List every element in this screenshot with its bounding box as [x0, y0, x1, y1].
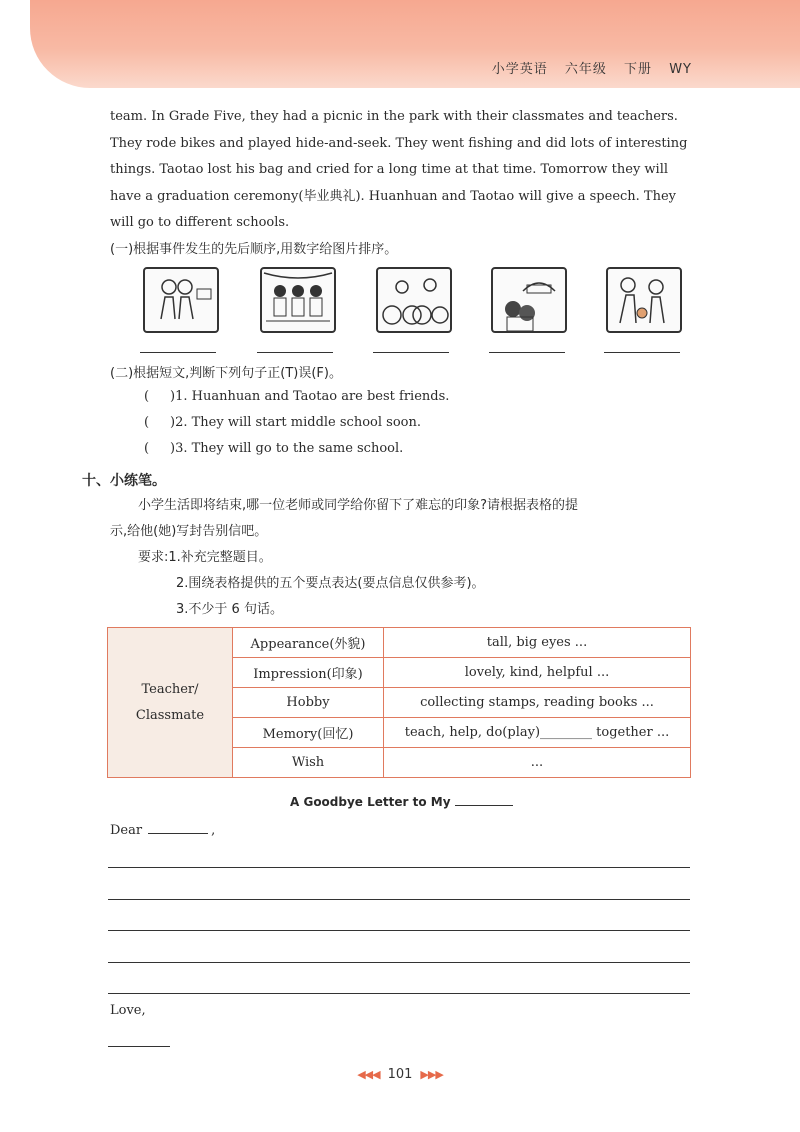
- writing-prompt: 示,给他(她)写封告别信吧。: [110, 524, 268, 539]
- two-boys-outdoor-picture: [143, 267, 219, 333]
- name-blank[interactable]: [148, 821, 208, 834]
- header-subject: 小学英语: [491, 62, 548, 77]
- answer-blank[interactable]: [257, 352, 333, 353]
- signature-blank[interactable]: [108, 1046, 170, 1047]
- section2-title: (二)根据短文,判断下列句子正(T)误(F)。: [110, 366, 342, 381]
- header-info: [480, 58, 692, 77]
- writing-line[interactable]: [108, 867, 690, 868]
- section1-title: (一)根据事件发生的先后顺序,用数字给图片排序。: [110, 242, 398, 257]
- tf-answer-slot[interactable]: (: [144, 441, 150, 456]
- letter-greeting: [110, 821, 215, 838]
- writing-prompt: 小学生活即将结束,哪一位老师或同学给你留下了难忘的印象?请根据表格的提: [138, 498, 579, 513]
- writing-heading: 十、小练笔。: [82, 473, 166, 489]
- graduation-stage-picture: [260, 267, 336, 333]
- passage-line: team. In Grade Five, they had a picnic in the park with their classmates and teachers.: [110, 109, 678, 124]
- tf-item-text: )3. They will go to the same school.: [170, 441, 404, 456]
- table-value: ...: [384, 748, 691, 778]
- answer-blank[interactable]: [373, 352, 449, 353]
- tf-item: [144, 441, 403, 456]
- writing-line[interactable]: [108, 993, 690, 994]
- answer-blank[interactable]: [489, 352, 565, 353]
- table-value: lovely, kind, helpful ...: [384, 658, 691, 688]
- header-volume: 下册: [624, 62, 653, 77]
- table-key: Hobby: [233, 688, 384, 718]
- letter-closing: Love,: [110, 1003, 146, 1018]
- table-value: collecting stamps, reading books ...: [384, 688, 691, 718]
- hint-table: [107, 627, 691, 778]
- writing-line[interactable]: [108, 930, 690, 931]
- answer-blank[interactable]: [140, 352, 216, 353]
- requirement: 2.围绕表格提供的五个要点表达(要点信息仅供参考)。: [176, 576, 485, 591]
- table-value: teach, help, do(play)________ together ...: [384, 718, 691, 748]
- writing-line[interactable]: [108, 899, 690, 900]
- riding-bikes-picture: [376, 267, 452, 333]
- tf-item-text: )1. Huanhuan and Taotao are best friends.: [170, 389, 450, 404]
- passage-line: things. Taotao lost his bag and cried for a long time at that time. Tomorrow they will: [110, 162, 669, 177]
- tf-item: [144, 389, 449, 404]
- reading-passage: [110, 104, 695, 237]
- table-key: Appearance(外貌): [233, 628, 384, 658]
- passage-line: will go to different schools.: [110, 215, 290, 230]
- answer-blank[interactable]: [604, 352, 680, 353]
- passage-line: have a graduation ceremony(毕业典礼). Huanhuan and Taotao will give a speech. They: [110, 188, 677, 204]
- table-left-label: Teacher/ Classmate: [108, 628, 233, 778]
- table-key: Memory(回忆): [233, 718, 384, 748]
- requirement: 要求:1.补充完整题目。: [138, 550, 272, 565]
- table-key: Impression(印象): [233, 658, 384, 688]
- title-blank[interactable]: [455, 794, 513, 806]
- next-arrows-icon: ▶▶▶: [420, 1068, 443, 1081]
- playing-ball-picture: [606, 267, 682, 333]
- tf-item-text: )2. They will start middle school soon.: [170, 415, 421, 430]
- table-value: tall, big eyes ...: [384, 628, 691, 658]
- letter-title-text: A Goodbye Letter to My: [290, 795, 451, 809]
- greeting-comma: ,: [211, 823, 216, 838]
- dear-label: Dear: [110, 823, 143, 838]
- school-gate-picture: [491, 267, 567, 333]
- passage-line: They rode bikes and played hide-and-seek. They went fishing and did lots of interesting: [110, 135, 688, 151]
- page-number: 101: [387, 1067, 413, 1082]
- header-grade: 六年级: [564, 62, 607, 77]
- tf-answer-slot[interactable]: (: [144, 415, 150, 430]
- tf-answer-slot[interactable]: (: [144, 389, 150, 404]
- prev-arrows-icon: ◀◀◀: [357, 1068, 380, 1081]
- writing-line[interactable]: [108, 962, 690, 963]
- page-footer: [0, 1067, 800, 1082]
- table-key: Wish: [233, 748, 384, 778]
- header-edition: WY: [669, 62, 692, 77]
- requirement: 3.不少于 6 句话。: [176, 602, 283, 617]
- tf-item: [144, 415, 421, 430]
- letter-title: [290, 794, 513, 809]
